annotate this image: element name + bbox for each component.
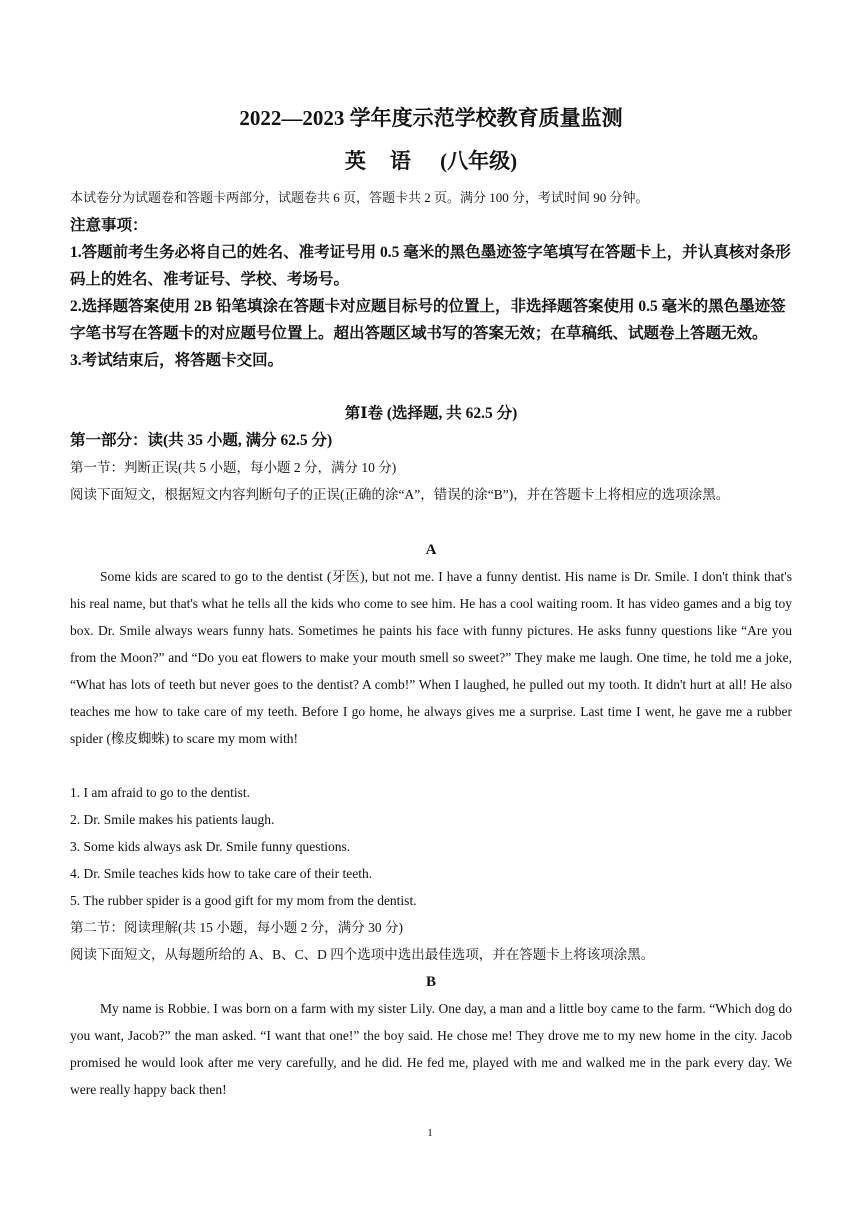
part-title: 第一部分：读(共 35 小题, 满分 62.5 分) <box>70 432 333 449</box>
subject-name: 英语 <box>344 149 435 173</box>
notice-heading: 注意事项： <box>70 217 148 234</box>
passage-label: B <box>425 974 436 990</box>
question-item: 3. Some kids always ask Dr. Smile funny questions. <box>70 839 351 854</box>
question-item: 1. I am afraid to go to the dentist. <box>70 785 250 800</box>
subject-title <box>70 147 792 175</box>
question-item: 5. The rubber spider is a good gift for my mom from the dentist. <box>70 893 417 908</box>
section-title: 第Ⅰ卷 (选择题, 共 62.5 分) <box>344 405 518 422</box>
instruction-text: 阅读下面短文，根据短文内容判断句子的正误(正确的涂“A”，错误的涂“B”)，并在答题卡上将相应的选项涂黑。 <box>70 487 730 502</box>
exam-title: 2022—2023 学年度示范学校教育质量监测 <box>239 106 623 130</box>
grade-label: (八年级) <box>440 149 518 173</box>
subsection-title: 第一节：判断正误(共 5 小题，每小题 2 分，满分 10 分) <box>70 460 397 475</box>
notice-block <box>70 212 792 374</box>
passage-label: A <box>425 542 437 558</box>
exam-intro: 本试卷分为试题卷和答题卡两部分，试题卷共 6 页，答题卡共 2 页。满分 100 分，考试时间 90 分钟。 <box>70 190 649 205</box>
page-number: 1 <box>427 1127 433 1139</box>
question-item: 2. Dr. Smile makes his patients laugh. <box>70 812 275 827</box>
notice-item: 2.选择题答案使用 2B 铅笔填涂在答题卡对应题目标号的位置上，非选择题答案使用 0.5 毫米的黑色墨迹签字笔书写在答题卡的对应题号位置上。超出答题区域书写的答案无效；在草稿纸、试题卷上答题无效。 <box>70 298 786 342</box>
question-list <box>70 779 792 914</box>
notice-item: 3.考试结束后，将答题卡交回。 <box>70 352 284 369</box>
notice-item: 1.答题前考生务必将自己的姓名、准考证号用 0.5 毫米的黑色墨迹签字笔填写在答题卡上，并认真核对条形码上的姓名、准考证号、学校、考场号。 <box>70 244 791 288</box>
passage-a: Some kids are scared to go to the dentist (牙医), but not me. I have a funny dentist. His name is Dr. Smile. I don't think that's his real name, but that's what he tells all the kids who come to see him. He has a cool waiting room. It has video games and a big toy box. Dr. Smile always wears funny hats. Sometimes he paints his face with funny pictures. He asks funny questions like “Are you from the Moon?” and “Do you eat flowers to make your mouth smell so sweet?” They make me laugh. One time, he told me a joke, “What has lots of teeth but never goes to the dentist? A comb!” When I laughed, he pulled out my tooth. It didn't hurt at all! He also teaches me how to take care of my teeth. Before I go home, he always gives me a surprise. Last time I went, he gave me a rubber spider (橡皮蜘蛛) to scare my mom with! <box>70 569 792 746</box>
subsection-title: 第二节：阅读理解(共 15 小题，每小题 2 分，满分 30 分) <box>70 920 403 935</box>
instruction-text: 阅读下面短文，从每题所给的 A、B、C、D 四个选项中选出最佳选项，并在答题卡上将该项涂黑。 <box>70 947 655 962</box>
question-item: 4. Dr. Smile teaches kids how to take care of their teeth. <box>70 866 373 881</box>
passage-b: My name is Robbie. I was born on a farm with my sister Lily. One day, a man and a little boy came to the farm. “Which dog do you want, Jacob?” the man asked. “I want that one!” the boy said. He chose me! They drove me to my new home in the city. Jacob promised he would look after me very carefully, and he did. He fed me, played with me and walked me in the park every day. We were really happy back then! <box>70 1001 792 1097</box>
